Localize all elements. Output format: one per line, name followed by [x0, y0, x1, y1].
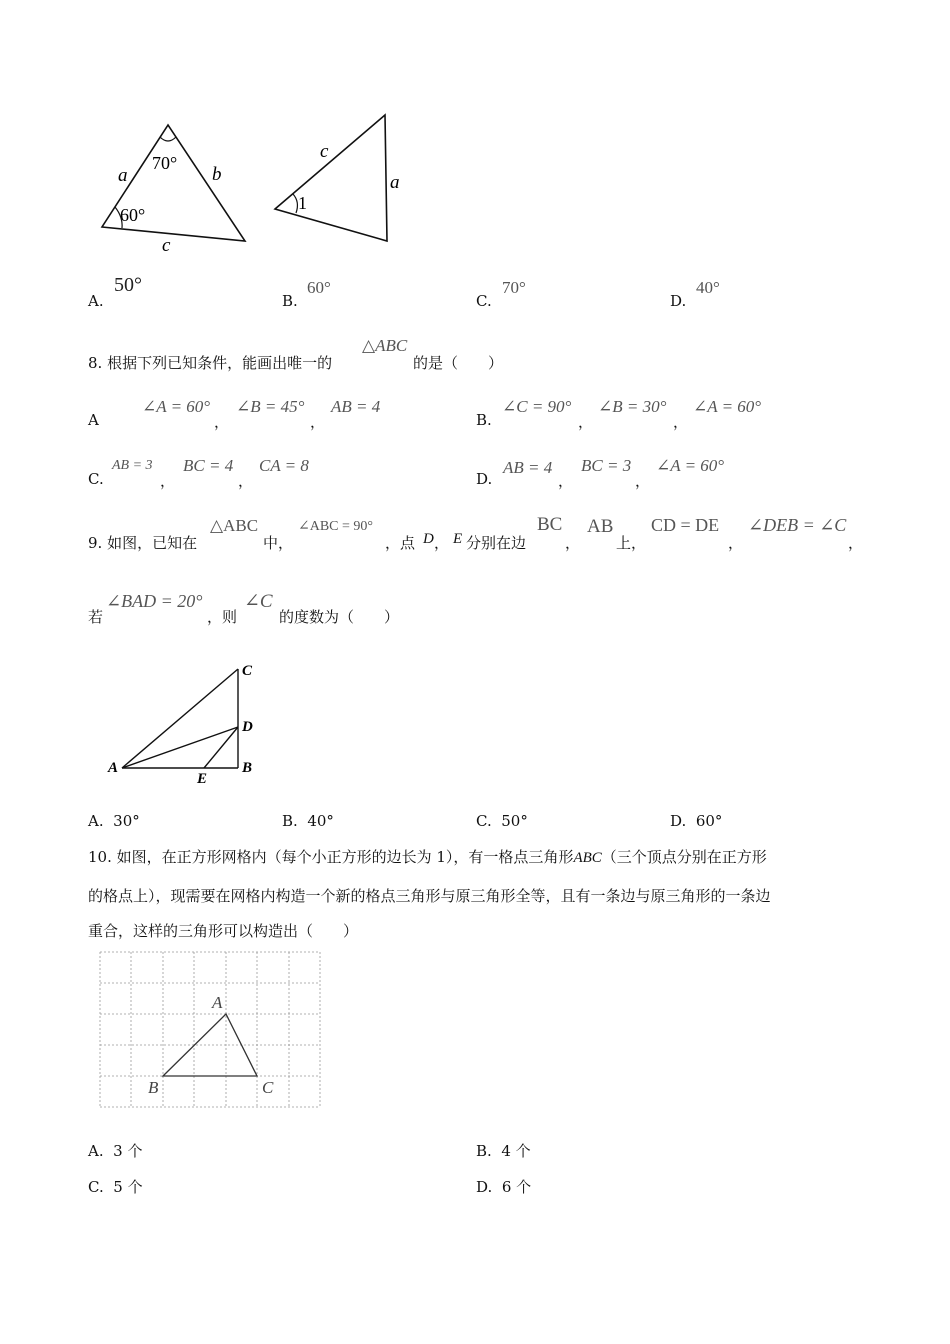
q8-option-a-c2: ∠B = 45°: [236, 397, 305, 416]
option-letter: C.: [476, 812, 492, 830]
q7-option-d-value: 40°: [696, 278, 720, 297]
q10-option-b[interactable]: [476, 1140, 531, 1161]
q8-option-b-c1: ∠C = 90°: [502, 397, 572, 416]
q10-line1-post: （三个顶点分别在正方形: [601, 848, 767, 866]
label-c: C: [242, 663, 253, 679]
option-letter: A.: [88, 812, 104, 830]
option-letter: D.: [476, 1178, 493, 1196]
q10-option-c[interactable]: [88, 1176, 143, 1197]
q8-option-d-c3: ∠A = 60°: [656, 456, 725, 475]
q8-option-d-letter[interactable]: D.: [476, 470, 493, 488]
option-letter: B.: [476, 1142, 492, 1160]
q10-grid-figure: [96, 948, 328, 1112]
angle-label-1: 1: [298, 193, 307, 213]
q8-option-a-c3: AB = 4: [331, 397, 381, 416]
q8-option-c-c3: CA = 8: [259, 456, 309, 475]
angle-arc-1: [293, 194, 297, 213]
option-value: 5 个: [113, 1178, 143, 1196]
comma: ，: [558, 472, 574, 490]
q7-option-d-letter[interactable]: D.: [670, 292, 687, 310]
label-b: B: [148, 1078, 159, 1097]
q10-option-a[interactable]: [88, 1140, 142, 1161]
label-e: E: [197, 771, 208, 787]
q9-point-e: E: [453, 531, 463, 547]
comma: ，: [578, 413, 594, 431]
q8-option-a-c1: ∠A = 60°: [142, 397, 211, 416]
label-d: D: [242, 719, 253, 735]
option-letter: A.: [88, 1142, 104, 1160]
comma: ，: [565, 534, 581, 552]
comma: ，: [635, 472, 651, 490]
side-label-c: c: [162, 235, 171, 256]
q9-option-c[interactable]: [476, 812, 528, 830]
q8-triangle: △ABC: [362, 336, 408, 355]
option-letter: B.: [282, 812, 298, 830]
q9-figure: [100, 655, 280, 790]
side-label-a: a: [118, 165, 128, 186]
q9-condition: ∠ABC = 90°: [298, 519, 374, 534]
comma: ，: [673, 413, 689, 431]
option-value: 40°: [307, 812, 334, 830]
side-label-a2: a: [390, 172, 400, 193]
option-value: 50°: [501, 812, 528, 830]
label-a: A: [212, 993, 223, 1012]
q8-option-b-letter[interactable]: B.: [476, 411, 492, 429]
q7-option-c-value: 70°: [502, 278, 526, 297]
q10-line1-pre: 10. 如图，在正方形网格内（每个小正方形的边长为 1），有一格点三角形: [88, 848, 574, 866]
q10-line2: 的格点上），现需要在网格内构造一个新的格点三角形与原三角形全等，且有一条边与原三角形的一条边: [88, 887, 771, 905]
q8-stem-post: 的是（ ）: [413, 354, 504, 372]
q9-option-d[interactable]: [670, 812, 722, 830]
q9-option-a[interactable]: [88, 812, 140, 830]
angle-arc-top: [160, 137, 176, 141]
comma: ，: [214, 413, 230, 431]
angle-label-60: 60°: [120, 205, 146, 225]
q7-figure: [90, 105, 410, 265]
comma: ，: [848, 534, 864, 552]
q9-option-b[interactable]: [282, 812, 334, 830]
q9-line2-pre: 若: [88, 608, 104, 626]
q9-line2-mid: ，则: [207, 608, 238, 626]
side-ac: [122, 669, 238, 768]
option-value: 4 个: [501, 1142, 531, 1160]
label-b: B: [242, 760, 253, 776]
comma: ，: [238, 472, 254, 490]
q8-option-c-c1: AB = 3: [112, 458, 153, 473]
q7-option-a-value: 50°: [114, 274, 142, 296]
q9-line2-post: 的度数为（ ）: [279, 608, 400, 626]
comma: ，: [310, 413, 326, 431]
q9-side-bc: BC: [537, 514, 563, 535]
q8-option-a-letter[interactable]: A: [88, 411, 99, 429]
q9-sep: ，: [434, 534, 450, 552]
side-label-c2: c: [320, 141, 329, 162]
angle-label-70: 70°: [152, 153, 178, 173]
q8-option-c-c2: BC = 4: [183, 456, 234, 475]
q9-angle-eq: ∠DEB = ∠C: [748, 515, 847, 535]
q8-option-b-c2: ∠B = 30°: [598, 397, 667, 416]
option-letter: D.: [670, 812, 687, 830]
option-value: 3 个: [113, 1142, 143, 1160]
triangle-2: [275, 115, 387, 241]
q9-stem-p1: 9. 如图，已知在: [88, 534, 198, 552]
comma: ，: [728, 534, 744, 552]
option-value: 30°: [113, 812, 140, 830]
q7-option-b-letter[interactable]: B.: [282, 292, 298, 310]
q8-stem-pre: 8. 根据下列已知条件，能画出唯一的: [88, 354, 333, 372]
q7-option-b-value: 60°: [307, 278, 331, 297]
q9-angle-c: ∠C: [244, 591, 273, 612]
q9-stem-p3: ，点: [385, 534, 416, 552]
comma: ，: [160, 472, 176, 490]
q9-stem-p4: 分别在边: [466, 534, 527, 552]
label-a: A: [108, 760, 119, 776]
q7-option-c-letter[interactable]: C.: [476, 292, 492, 310]
option-letter: C.: [88, 1178, 104, 1196]
option-value: 6 个: [501, 1178, 532, 1196]
q9-side-ab: AB: [587, 516, 614, 537]
q8-option-d-c1: AB = 4: [503, 458, 553, 477]
label-c: C: [262, 1078, 274, 1097]
q8-option-b-c3: ∠A = 60°: [693, 397, 762, 416]
q8-option-c-letter[interactable]: C.: [88, 470, 104, 488]
q10-abc: ABC: [573, 850, 602, 866]
side-label-b: b: [212, 164, 222, 185]
q9-triangle: △ABC: [210, 516, 259, 535]
q7-option-a-letter[interactable]: A.: [88, 292, 104, 310]
option-value: 60°: [695, 812, 723, 830]
q9-stem-p5: 上，: [616, 534, 647, 552]
q9-angle-bad: ∠BAD = 20°: [106, 591, 203, 611]
q8-option-d-c2: BC = 3: [581, 456, 632, 475]
q10-line3: 重合，这样的三角形可以构造出（ ）: [88, 922, 359, 940]
q9-point-d: D: [423, 531, 434, 547]
q9-stem-p2: 中，: [263, 534, 294, 552]
q10-option-d[interactable]: [476, 1176, 531, 1197]
q9-cd-de: CD = DE: [651, 515, 720, 535]
q10-line1: [88, 846, 767, 867]
